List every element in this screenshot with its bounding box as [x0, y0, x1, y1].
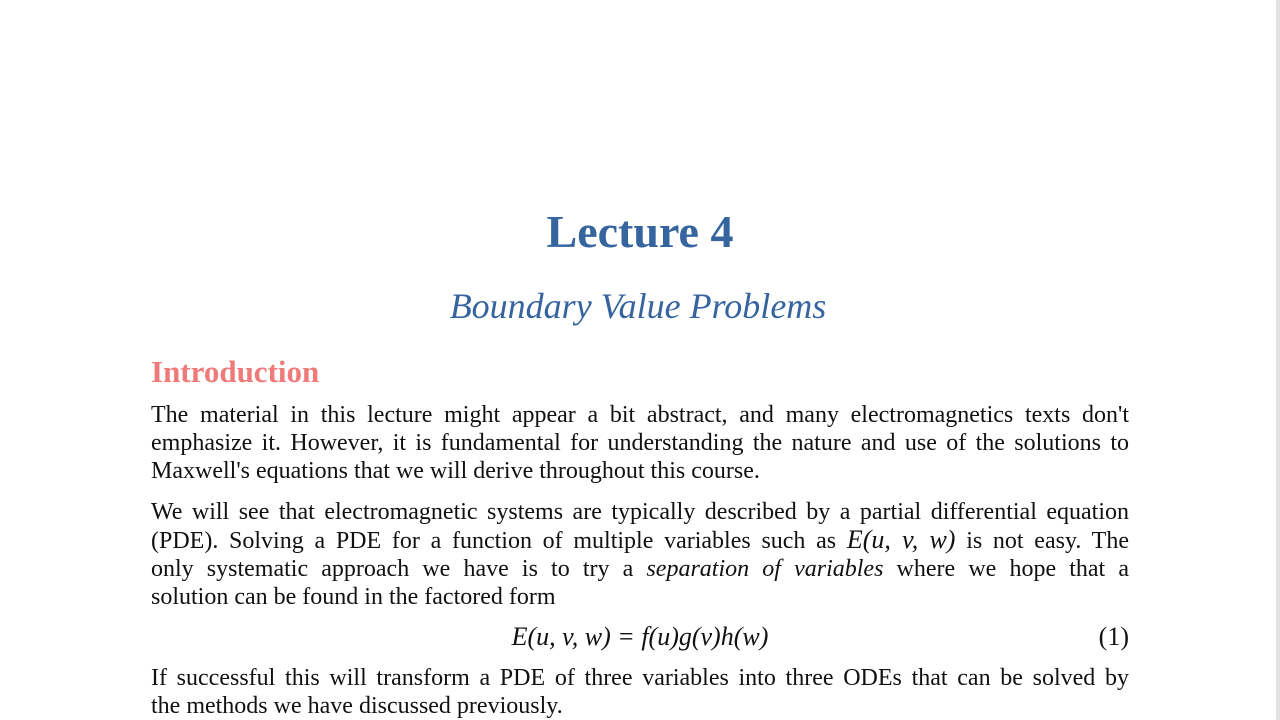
text-line: If successful this will transform a PDE of three variables into three ODEs that can be solved by	[151, 665, 1129, 691]
paragraph-pde	[151, 498, 1129, 611]
text-line: The material in this lecture might appear a bit abstract, and many electromagnetics texts don't	[151, 402, 1129, 428]
equation-body: E(u, v, w) = f(u)g(v)h(w)	[511, 622, 769, 651]
text-line: emphasize it. However, it is fundamental for understanding the nature and use of the solutions to	[151, 430, 1129, 456]
text-segment: only systematic approach we have is to try a	[151, 556, 647, 582]
text-line	[151, 526, 1129, 555]
text-line: solution can be found in the factored form	[151, 584, 556, 610]
text-line: We will see that electromagnetic systems are typically described by a partial differential equation	[151, 499, 1129, 525]
section-heading: Introduction	[151, 354, 320, 389]
page-title: Lecture 4	[546, 206, 734, 257]
text-line: Maxwell's equations that we will derive throughout this course.	[151, 458, 760, 484]
text-segment: is not easy. The	[955, 528, 1129, 554]
text-line	[151, 555, 1129, 583]
paragraph-intro	[151, 401, 1129, 485]
inline-math: E(u, v, w)	[846, 525, 956, 554]
equation-1	[151, 620, 1129, 654]
scrollbar[interactable]	[1276, 0, 1280, 720]
page-subtitle: Boundary Value Problems	[449, 286, 827, 326]
equation-number: (1)	[1098, 622, 1129, 651]
text-segment: where we hope that a	[883, 556, 1130, 582]
emphasis-text: separation of variables	[646, 556, 884, 582]
text-line: the methods we have discussed previously.	[151, 693, 563, 719]
paragraph-odes	[151, 664, 1129, 720]
text-segment: (PDE). Solving a PDE for a function of multiple variables such as	[151, 528, 847, 554]
